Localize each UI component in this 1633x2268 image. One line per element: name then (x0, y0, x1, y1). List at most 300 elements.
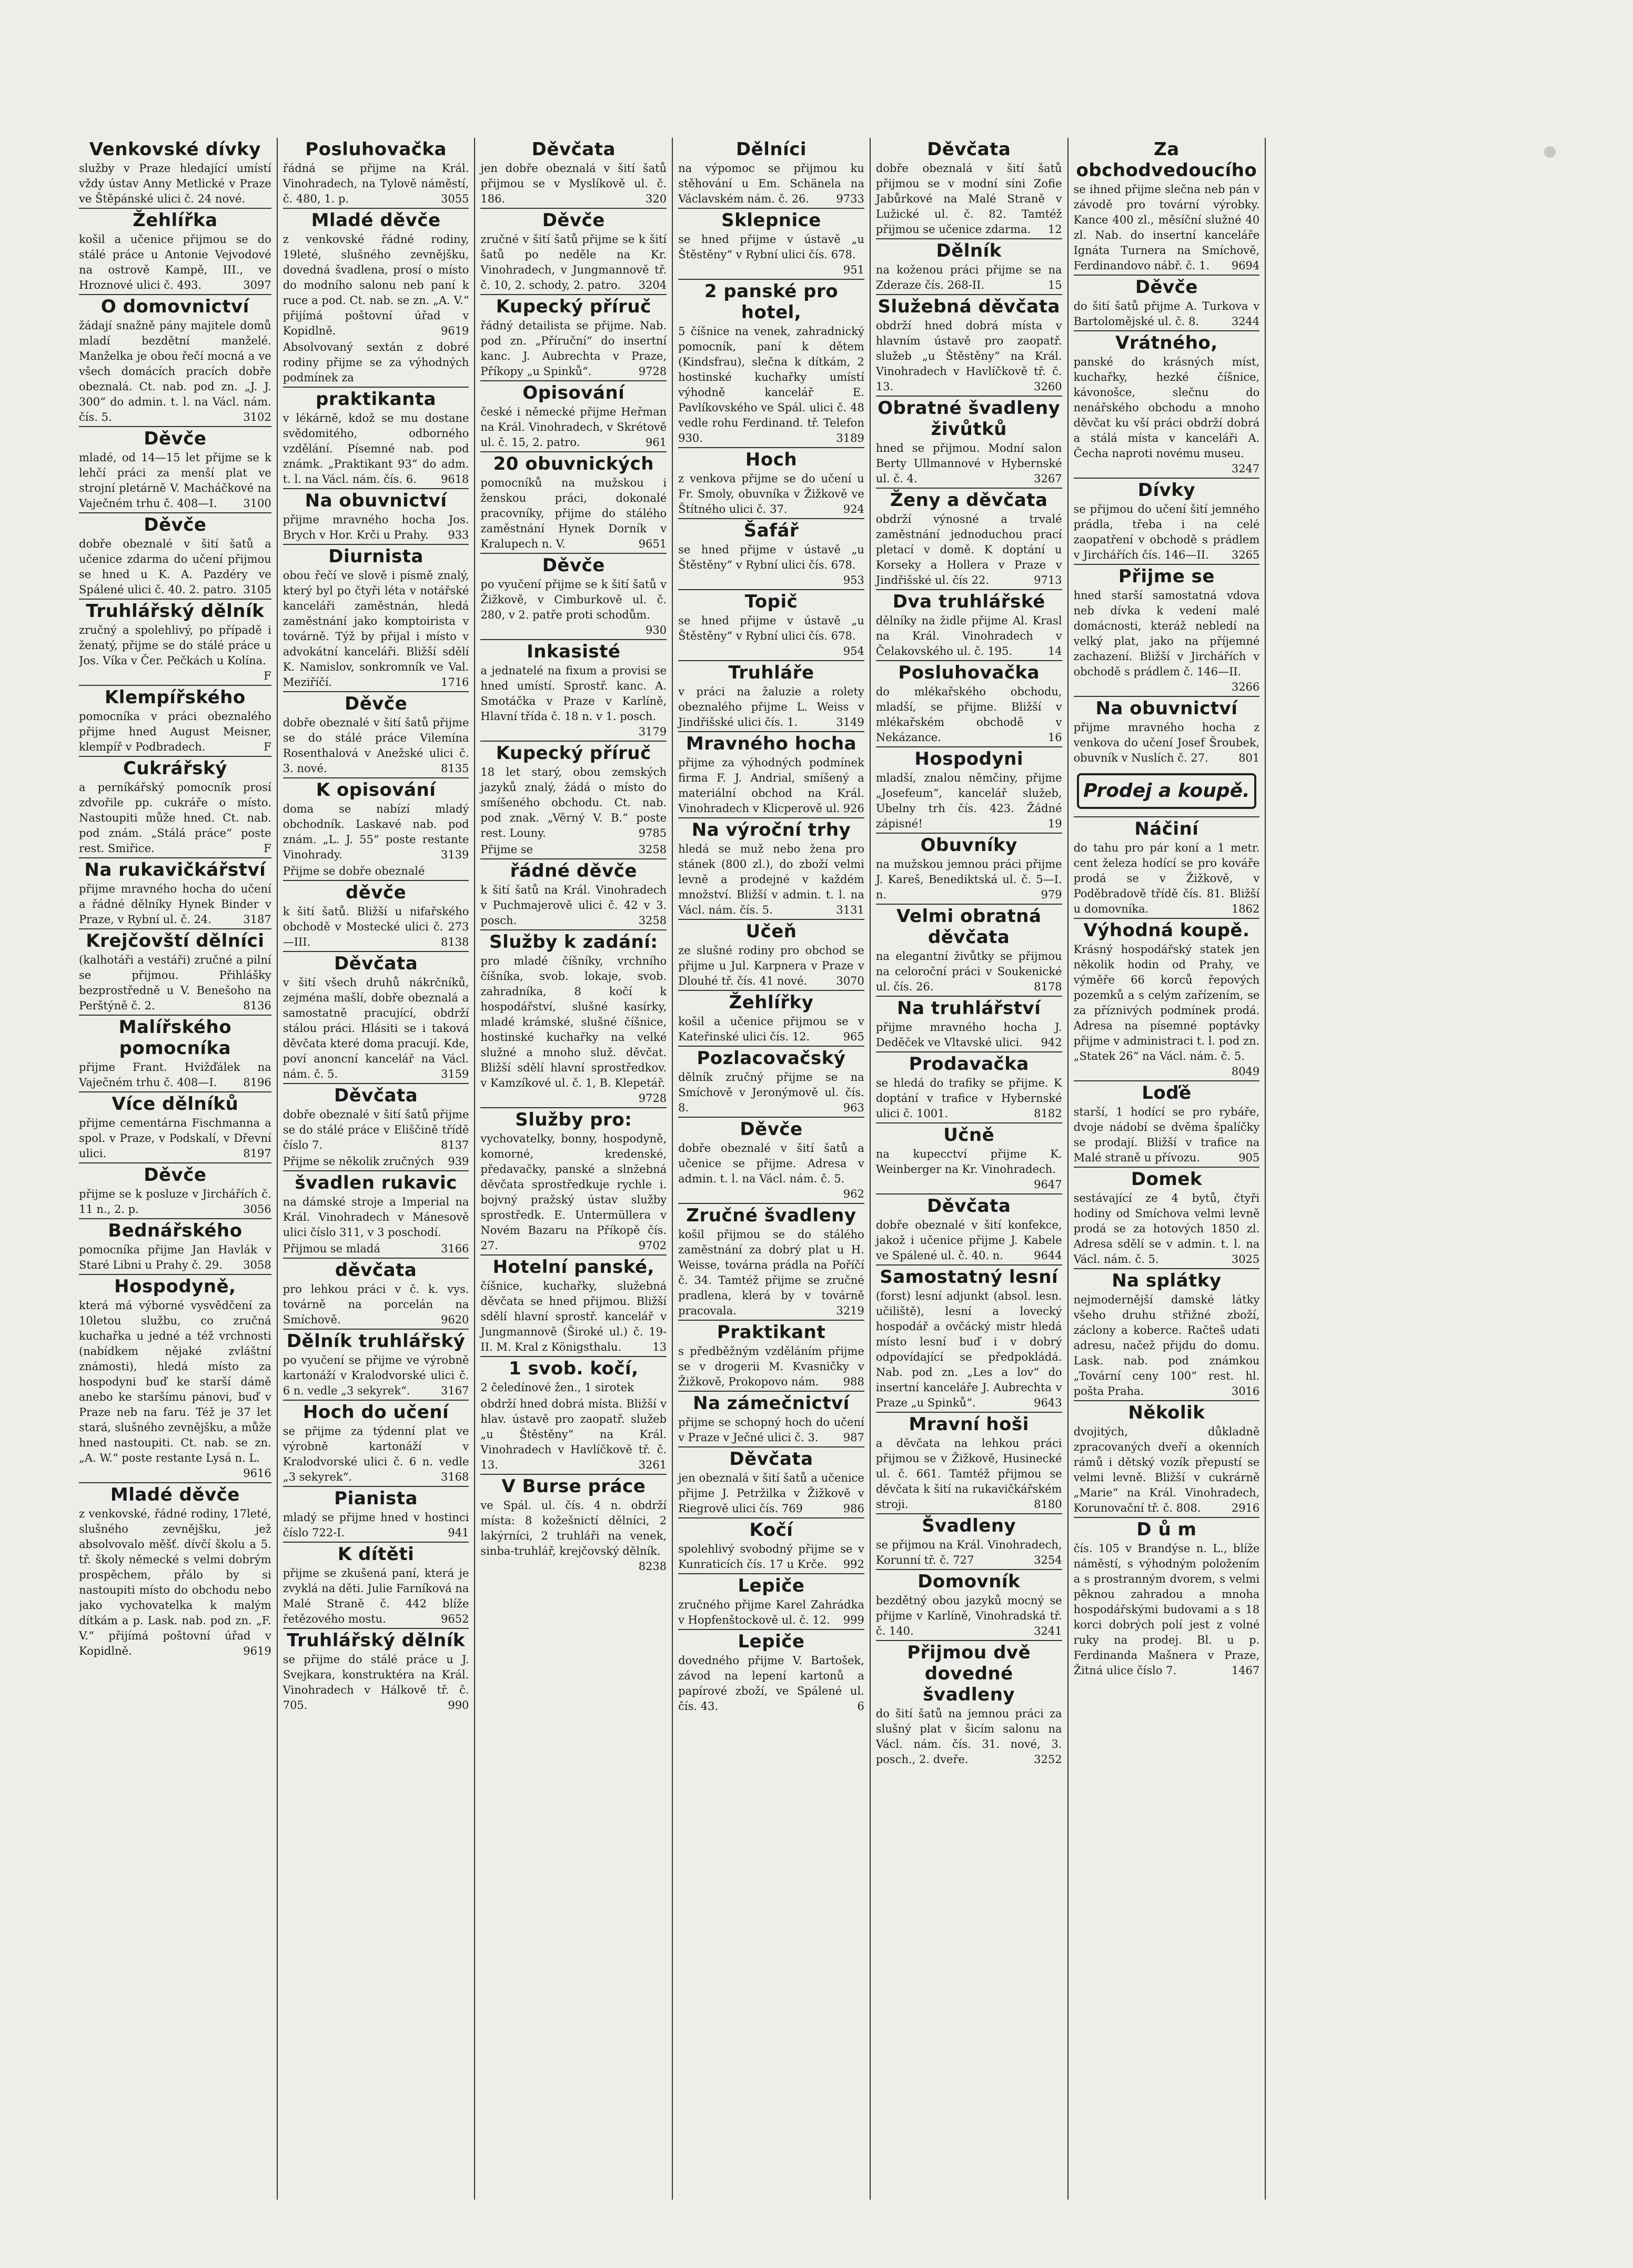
classified-ad (480, 451, 667, 552)
ad-body (678, 1471, 864, 1516)
paper-hole-mark (1544, 146, 1556, 158)
ad-text: Přijmou se mladá (283, 1242, 380, 1255)
classified-ad (480, 741, 667, 841)
classified-ad (480, 1474, 667, 1574)
ad-text: (forst) lesní adjunkt (absol. lesn. učiliště), lesní a lovecký hospodář a ovčácký mistr hledá místo lesní buď i v dobrý odpovídající se předpokládá. Nab. pod zn. „Les a lov“ do insertní kanceláře J. Aubrechta v Praze „u Spinků“. (875, 1290, 1062, 1409)
ad-body (480, 232, 667, 293)
ad-text: se hned přijme v ústavě „u Štěstěny“ v Rybní ulici čís. 678. (678, 233, 864, 261)
ad-reference-number: 8136 (243, 999, 271, 1012)
ad-title: Truhláře (678, 660, 864, 683)
ad-reference-number: 9651 (638, 538, 667, 550)
ad-title: Více dělníků (79, 1091, 271, 1115)
classified-ad (876, 1122, 1062, 1192)
ad-text: a jednatelé na fixum a provisi se hned umístí. Sprostř. kanc. A. Smotáčka v Praze v Karlíně, Hlavní třída č. 18 n. v 1. posch. (480, 664, 667, 723)
ad-text: vychovatelky, bonny, hospodyně, komorné, kredenské, předavačky, panské a slnžebná děvčata sprostředkuje rychle i. bojvný pražský ústav služby sprostředk. E. Untermüllera v Novém Bazaru na Příkopě čís. 27. (480, 1132, 667, 1252)
ad-text: spolehlivý svobodný přijme se v Kunraticích čís. 17 u Krče. (678, 1543, 864, 1571)
classified-ad (283, 1241, 469, 1257)
classified-ad (876, 294, 1062, 394)
classified-ad (283, 1486, 469, 1541)
ad-body (876, 1289, 1062, 1411)
ad-reference-number: 988 (843, 1375, 864, 1388)
ad-title: Na výroční trhy (678, 817, 864, 841)
ad-body (678, 161, 864, 207)
ad-reference-number: 924 (843, 503, 864, 515)
ad-title: 20 obuvnických (480, 451, 667, 474)
ad-text: přijme za výhodných podmínek firma F. J. Andrial, smíšený a materiální obchod na Král. Vinohradech v Klicperově ul. (678, 756, 864, 815)
ad-text: pro mladé číšníky, vrchního číšníka, svob. lokaje, svob. zahradníka, 8 kočí k hospodářství, slušné kasírky, mladé krámské, slušné číšnice, hostinské kuchařky na velké služné a mnoho služ. děvčat. Bližší sdělí hlavní sprostředkov. v Kamzíkové ul. č. 1, B. Klepetář. (480, 955, 667, 1089)
ad-title: Truhlářský dělník (283, 1628, 469, 1651)
ad-body (1074, 1105, 1260, 1166)
ad-body (283, 1424, 469, 1485)
ad-reference-number: 3179 (638, 725, 667, 738)
ad-body (876, 857, 1062, 903)
classified-ad (79, 685, 271, 755)
ad-title: Samostatný lesní (876, 1264, 1062, 1288)
ad-body (283, 1652, 469, 1713)
ad-reference-number: 3266 (1231, 681, 1260, 693)
ad-reference-number: 3265 (1231, 549, 1260, 561)
ad-text: Přijme se několik zručných (283, 1155, 435, 1168)
ad-text: obou řečí ve slově i písmě znalý, který byl po čtyři léta v notářské kanceláři zaměstnán, hledá zaměstnání jako komptoirista v továrně. Týž by přijal i místo v advokátní kanceláři. Bližší sdělí K. Namislov, sonkromník ve Val. Meziříčí. (283, 569, 469, 688)
ad-body (283, 1282, 469, 1328)
ad-body (283, 568, 469, 690)
classified-ad (678, 139, 864, 207)
classified-ad (1074, 696, 1260, 766)
ad-reference-number: 3097 (243, 279, 271, 291)
classified-ad (480, 1107, 667, 1253)
classified-ad (79, 928, 271, 1014)
ad-reference-number: 3204 (638, 279, 667, 291)
ad-body (79, 953, 271, 1014)
ad-body (283, 1154, 469, 1169)
ad-body (480, 663, 667, 740)
ad-text: po vyučení přijme se k šití šatů v Žižkově, v Cimburkově ul. č. 280, v 2. patře proti schodům. (480, 578, 667, 621)
ad-text: 18 let starý, obou zemských jazyků znalý, žádá o místo do smíšeného obchodu. Ct. nab. pod znak. „Věrný V. B.“ poste rest. Louny. (480, 766, 667, 839)
ad-title: Učeň (678, 919, 864, 942)
ad-reference-number: 905 (1238, 1151, 1260, 1164)
ad-reference-number: 9702 (638, 1239, 667, 1252)
ad-body (678, 324, 864, 446)
classified-ad (283, 1400, 469, 1485)
ad-reference-number: 801 (1238, 752, 1260, 764)
ad-body (1074, 1292, 1260, 1399)
classified-ad (283, 691, 469, 776)
ad-title: Mladé děvče (283, 208, 469, 231)
ad-body (283, 161, 469, 207)
ad-title: Cukrářský (79, 756, 271, 779)
ad-title: Služebná děvčata (876, 294, 1062, 317)
ad-body (480, 577, 667, 638)
ad-text: jen obeznalá v šití šatů a učenice přijme J. Petržilka v Žižkově v Riegrově ulici čís. 769 (678, 1472, 864, 1515)
ad-body (79, 1506, 271, 1659)
ad-reference-number: 9728 (638, 1092, 667, 1105)
ad-body (480, 765, 667, 841)
ad-text: 2 čeledínové žen., 1 sirotek (480, 1381, 634, 1394)
ad-text: košil a učenice přijmou se v Kateřinské ulici čís. 12. (678, 1015, 864, 1043)
ad-title: Topič (678, 589, 864, 612)
ad-body (79, 536, 271, 598)
classified-ad (480, 380, 667, 450)
ad-text: ve Spál. ul. čís. 4 n. obdrží místa: 8 kožešnictí dělníci, 2 lakýrníci, 2 truhláři na venek, sinba-truhlář, krejčovský dělník. (480, 1499, 667, 1557)
ad-reference-number: 3159 (440, 1068, 469, 1080)
ad-body (876, 1218, 1062, 1263)
ad-body (79, 450, 271, 511)
ad-body (283, 715, 469, 776)
ad-body (876, 1593, 1062, 1639)
ad-body (876, 1436, 1062, 1512)
ad-title: K opisování (283, 777, 469, 801)
ad-title: Ženy a děvčata (876, 488, 1062, 511)
ad-reference-number: 14 (1047, 645, 1062, 657)
ad-text: Přijme se dobře obeznalé (283, 865, 425, 877)
ad-title: Dělníci (735, 139, 807, 160)
classified-ad (678, 1046, 864, 1116)
classified-ad (678, 518, 864, 588)
ad-reference-number: 3189 (836, 432, 864, 444)
ad-reference-number: 963 (843, 1101, 864, 1114)
ad-title: Lepiče (678, 1573, 864, 1596)
ad-title: Mravného hocha (678, 731, 864, 754)
classified-ad (678, 660, 864, 730)
ad-title: Děvče (480, 208, 667, 231)
ad-reference-number: 3058 (243, 1259, 271, 1271)
ad-reference-number: 9620 (440, 1313, 469, 1326)
ad-title: Děvčata (927, 139, 1011, 160)
ad-title: Děvčata (283, 951, 469, 974)
ad-text: obdrží hned dobrá místa. Bližší v hlav. ústavě pro zaopatř. služeb „u Štěstěny“ na Král. Vinohradech v Havlíčkově tř. č. 13. (480, 1398, 667, 1471)
ad-text: se hned přijme v ústavě „u Štěstěny“ v Rybní ulici čís. 678. (678, 543, 864, 571)
classified-ad (79, 1091, 271, 1161)
ad-text: se hned přijme v ústavě „u Štěstěny“ v Rybní ulici čís. 678. (678, 614, 864, 642)
ad-reference-number: F (264, 741, 271, 753)
ad-title: 1 svob. kočí, (480, 1356, 667, 1379)
ad-text: řádný detailista se přijme. Nab. pod zn. „Příruční“ do insertní kanc. J. Aubrechta v Praze, Příkopy „u Spinků“. (480, 319, 667, 378)
ad-title: Hoch (678, 447, 864, 470)
ad-reference-number: 8197 (243, 1147, 271, 1160)
ad-title: D ů m (1074, 1517, 1260, 1540)
classified-ad (678, 817, 864, 918)
ad-title: Náčiní (1074, 816, 1260, 839)
ad-text: sestávající ze 4 bytů, čtyři hodiny od Smíchova velmi levně prodá se za hotových 1850 zl. Adresa sdělí se v admin. t. l. na Václ. nám. č. 5. (1073, 1192, 1260, 1265)
ad-text: Absolvovaný sextán z dobré rodiny přijme se za výhodných podmínek za (283, 341, 469, 384)
ad-text: číšnice, kuchařky, služebná děvčata se hned přijmou. Bližší sdělí hlavní sprostř. kancelář v Jungmannově (Široké ul.) č. 19-II. M. Kral z Königsthalu. (480, 1280, 667, 1353)
classified-ad (876, 996, 1062, 1050)
ad-body (1074, 841, 1260, 917)
classified-ad (1074, 918, 1260, 1079)
ad-body (678, 471, 864, 517)
ad-body (480, 1380, 667, 1395)
ad-body (283, 1241, 469, 1257)
ad-text: obdrží hned dobrá místa v hlavním ústavě pro zaopatř. služeb „u Štěstěny“ na Král. Vinohradech v Havlíčkově tř. č. 13. (875, 319, 1062, 393)
ad-reference-number: 9618 (440, 473, 469, 485)
ad-reference-number: 6 (857, 1700, 864, 1713)
ad-title: 2 panské pro hotel, (678, 279, 864, 323)
ad-text: dělníky na židle přijme Al. Krasl na Král. Vinohradech v Čelakovského ul. č. 195. (875, 614, 1062, 657)
ad-body (876, 1706, 1062, 1767)
ad-body (480, 404, 667, 450)
ad-reference-number: 941 (448, 1526, 469, 1539)
ad-body (480, 1498, 667, 1574)
ad-body (79, 1242, 271, 1273)
ad-text: na elegantní živůtky se přijmou na celoroční práci v Soukenické ul. čís. 26. (875, 950, 1062, 993)
ad-text: řádná se přijme na Král. Vinohradech, na Tylově náměstí, č. 480, 1. p. (283, 162, 469, 205)
ad-text: přijme mravného hocha J. Deděček ve Vltavské ulici. (875, 1021, 1062, 1049)
ad-title: Kupecký příruč (480, 294, 667, 317)
ad-text: k šití šatů. Bližší u nifařského obchodě v Mostecké ulici č. 273—III. (283, 905, 469, 948)
ad-title: Prodavačka (876, 1051, 1062, 1075)
ad-title: Hoch do učení (283, 1400, 469, 1423)
ad-reference-number: 951 (843, 264, 864, 276)
ad-title: Děvče (283, 691, 469, 714)
ad-reference-number: 8138 (440, 936, 469, 948)
ad-title: Za obchodvedoucího (1076, 139, 1257, 181)
ad-reference-number: 8178 (1034, 980, 1062, 993)
ad-title: Dělník truhlářský (283, 1329, 469, 1352)
ad-title: Přijme se (1074, 564, 1260, 587)
ad-reference-number: 3267 (1034, 472, 1062, 485)
ad-text: přijme se schopný hoch do učení v Praze v Ječné ulici č. 3. (678, 1416, 864, 1444)
ad-title: Velmi obratná děvčata (876, 904, 1062, 948)
ad-title: Vrátného, (1074, 330, 1260, 353)
ad-text: obdrží výnosné a trvalé zaměstnání jednoduchou prací pletací v domě. K doptání u Korseky a Hollera v Praze v Jindřišské ul. čís 22. (875, 513, 1062, 586)
classified-ad (1074, 564, 1260, 695)
ad-reference-number: 999 (843, 1614, 864, 1626)
ad-text: dělník zručný přijme se na Smíchově v Jeronýmově ul. čís. 8. (678, 1071, 864, 1114)
classified-ad (480, 139, 667, 207)
ad-title: Mladé děvče (79, 1482, 271, 1505)
classified-ad (876, 1264, 1062, 1411)
ad-title: Přijmou dvě dovedné švadleny (876, 1640, 1062, 1705)
ad-title: Malířského pomocníka (79, 1015, 271, 1059)
ad-body (876, 1076, 1062, 1121)
classified-ad (480, 639, 667, 740)
ad-text: ze slušné rodiny pro obchod se přijme u Jul. Karpnera v Praze v Dlouhé tř. čís. 41 nové. (678, 944, 864, 987)
ad-reference-number: 3105 (243, 583, 271, 596)
classified-ad (876, 1051, 1062, 1121)
ad-title: Pozlacovačský (678, 1046, 864, 1069)
ad-text: se přijmou na Král. Vinohradech, Korunní tř. č. 727 (875, 1538, 1062, 1566)
classified-ad (678, 1391, 864, 1445)
ad-body (678, 1344, 864, 1390)
ad-body (1074, 1541, 1260, 1678)
ad-title: Služby k zadání: (480, 929, 667, 953)
ad-reference-number: 3258 (638, 914, 667, 927)
ad-body (480, 842, 667, 857)
ad-title: Děvče (79, 426, 271, 449)
ad-body (1074, 299, 1260, 329)
ad-text: v šití všech druhů nákrčníků, zejména mašlí, dobře obeznalá a samostatně pracující, obdrží stálou práci. Hlásiti se i taková děvčata které doma pracují. Kde, poví anoncní kancelář na Václ. nám. č. 5. (283, 976, 469, 1080)
ad-text: mladé, od 14—15 let přijme se k lehčí práci za menší plat ve strojní pletárně V. Macháčkové na Vaječném trhu č. 408—I. (79, 451, 271, 510)
ad-title: Dělník (876, 238, 1062, 261)
ad-text: doma se nabízí mladý obchodník. Laskavé nab. pod znám. „L. J. 55“ poste restante Vinohrady. (283, 803, 469, 861)
ad-text: přijme se k posluze v Jirchářích č. 11 n., 2. p. (79, 1188, 271, 1216)
ad-title: Hospodyni (876, 746, 1062, 770)
classified-ad (678, 1117, 864, 1202)
ad-title: Kupecký příruč (480, 741, 667, 764)
ad-title: Krejčovští dělníci (79, 928, 271, 951)
ad-text: zručný a spolehlivý, po případě i ženatý, přijme se do stálé práce u Jos. Víka v Čer. Pečkách u Kolína. (79, 624, 271, 667)
classified-ad (876, 488, 1062, 588)
ad-body (876, 512, 1062, 588)
ad-body (480, 954, 667, 1106)
classified-ad (678, 990, 864, 1045)
ad-text: po vyučení se přijme ve výrobně kartonáží v Kralodvorské ulici č. 6 n. vedle „3 sekyrek“. (283, 1354, 469, 1397)
ad-body (480, 475, 667, 552)
ad-title: Na zámečnictví (678, 1391, 864, 1414)
classified-ad (678, 1629, 864, 1714)
ad-body (283, 512, 469, 543)
ad-reference-number: 961 (646, 436, 667, 449)
classified-ad (678, 589, 864, 659)
ad-title: V Burse práce (480, 1474, 667, 1497)
ad-text: bezdětný obou jazyků mocný se přijme v Karlíně, Vinohradská tř. č. 140. (875, 1594, 1062, 1637)
classified-ad (1074, 1400, 1260, 1516)
classified-ad (480, 208, 667, 293)
ad-body (678, 943, 864, 989)
ad-title: Posluhovačka (876, 660, 1062, 683)
classified-ad (678, 279, 864, 446)
ad-reference-number: 9785 (638, 827, 667, 839)
ad-text: hned se přijmou. Modní salon Berty Ullmannové v Hybernské ul. č. 4. (875, 442, 1062, 485)
ad-reference-number: 3167 (440, 1384, 469, 1397)
ad-title: Bednářského (79, 1218, 271, 1241)
classified-ad (1074, 275, 1260, 329)
ad-reference-number: 9616 (243, 1467, 271, 1480)
ad-title: Domovník (876, 1569, 1062, 1592)
ad-reference-number: 320 (646, 193, 667, 205)
ad-reference-number: 8196 (243, 1076, 271, 1089)
classified-ad (79, 426, 271, 511)
ad-reference-number: 9694 (1231, 259, 1260, 272)
ad-text: dobře obeznalé v šití konfekce, jakož i učenice přijme J. Kabele ve Spálené ul. č. 40. n. (875, 1219, 1062, 1262)
ad-body (1074, 1191, 1260, 1267)
ad-title: Praktikant (678, 1320, 864, 1343)
ad-reference-number: 3241 (1034, 1625, 1062, 1637)
classified-ad (480, 553, 667, 638)
ad-title: Děvče (480, 553, 667, 576)
ad-title: Dva truhlářské (876, 589, 1062, 612)
ad-title: Dívky (1074, 478, 1260, 501)
ad-title: Na rukavičkářství (79, 857, 271, 880)
ad-title: Obratné švadleny živůtků (876, 396, 1062, 440)
ad-title: Hotelní panské, (480, 1254, 667, 1278)
ad-reference-number: 979 (1041, 888, 1062, 901)
ad-text: panské do krásných míst, kuchařky, hezké číšnice, kávonošce, slečnu do nenářského obchodu a mnoho děvčat ku vší práci obdrží dobrá a stálá místa v kanceláři A. Čecha naproti novému museu. (1073, 356, 1260, 460)
ad-title: děvčata (283, 1258, 469, 1281)
ad-reference-number: 990 (448, 1699, 469, 1712)
ad-reference-number: 9644 (1034, 1249, 1062, 1262)
ad-reference-number: 3254 (1034, 1554, 1062, 1566)
classified-ad (678, 1573, 864, 1628)
ad-body (480, 161, 667, 207)
ad-reference-number: 16 (1047, 731, 1062, 744)
ad-body (283, 232, 469, 339)
ad-reference-number: 3100 (243, 497, 271, 510)
classified-ad (876, 904, 1062, 995)
ad-text: se přijme za týdenní plat ve výrobně kartonáží v Kralodvorské ulici č. 6 n. vedle „3 sekyrek“. (283, 1425, 469, 1483)
ad-title: Domek (1074, 1167, 1260, 1190)
classified-ad (79, 756, 271, 856)
ad-reference-number: 3055 (440, 193, 469, 205)
ad-title: Děvčata (531, 139, 616, 160)
classified-ad (1074, 1268, 1260, 1399)
ad-title: Hospodyně, (79, 1274, 271, 1297)
ad-reference-number: 954 (843, 645, 864, 657)
ad-body (876, 1537, 1062, 1568)
classified-ad (283, 1329, 469, 1399)
classified-ad (876, 1412, 1062, 1512)
ad-reference-number: 3219 (836, 1304, 864, 1317)
ad-title: Děvčata (678, 1446, 864, 1470)
classified-ad (283, 544, 469, 690)
ad-reference-number: 8137 (440, 1139, 469, 1151)
ad-text: se přijme do stálé práce u J. Svejkara, konstruktéra na Král. Vinohradech v Hálkově tř. č. 705. (283, 1653, 469, 1712)
ad-title: Opisování (480, 380, 667, 403)
ad-title: Děvče (79, 1162, 271, 1186)
ad-text: přijme Frant. Hvižďálek na Vaječném trhu č. 408—I. (79, 1061, 271, 1089)
ad-text: se hledá do trafiky se přijme. K doptání v trafice v Hybernské ulici č. 1001. (875, 1077, 1062, 1120)
ad-title: Děvčata (283, 1083, 469, 1106)
ad-reference-number: 3139 (440, 848, 469, 861)
ad-title: Na truhlářství (876, 996, 1062, 1019)
ad-body (283, 340, 469, 386)
ad-text: přijme cementárna Fischmanna a spol. v Praze, v Podskalí, v Dřevní ulici. (79, 1117, 271, 1160)
ad-text: na kupecctví přijme K. Weinberger na Kr. Vinohradech. (875, 1148, 1062, 1176)
ad-text: Přijme se (480, 843, 533, 856)
ad-text: pomocníka v práci obeznalého přijme hned August Meisner, klempíř v Podbradech. (79, 710, 271, 753)
classified-ad (79, 1218, 271, 1273)
classified-ad (79, 512, 271, 598)
ad-reference-number: 15 (1047, 279, 1062, 291)
classified-ad (876, 660, 1062, 745)
classified-ad (678, 1320, 864, 1390)
ad-body (876, 949, 1062, 995)
classified-ad (678, 1517, 864, 1572)
ad-title: Venkovské dívky (89, 139, 261, 160)
ad-title: Obuvníky (876, 833, 1062, 856)
ad-body (876, 262, 1062, 293)
ad-title: Sklepnice (678, 208, 864, 231)
classified-ad (79, 208, 271, 293)
ad-reference-number: 953 (843, 574, 864, 586)
ad-body (79, 1187, 271, 1217)
ad-body (678, 1141, 864, 1202)
ad-body (283, 1353, 469, 1399)
classified-ad (480, 1254, 667, 1355)
ad-reference-number: F (264, 670, 271, 682)
ad-text: české i německé přijme Heřman na Král. Vinohradech, v Skrétově ul. č. 15, 2. patro. (480, 406, 667, 449)
ad-body (876, 1020, 1062, 1050)
ad-text: na mužskou jemnou práci přijme J. Kareš, Benediktská ul. č. 5—I. n. (875, 858, 1062, 901)
ad-body (876, 318, 1062, 394)
ad-body (876, 684, 1062, 745)
ad-body (678, 1227, 864, 1319)
column-4 (672, 138, 870, 2200)
ad-reference-number: 986 (843, 1502, 864, 1515)
ad-text: mladší, znalou němčiny, přijme „Josefeum“, kancelář služeb, Ubelny trh čís. 423. Žádné zápisné! (875, 772, 1062, 830)
ad-body (678, 842, 864, 918)
classified-ad (79, 1482, 271, 1659)
ad-text: hned starší samostatná vdova neb dívka k vedení malé domácnosti, kteráž nebledí na velký plat, jako na příjemné zachazení. Bližší v Jirchářích v obchodě s prádlem č. 146—II. (1073, 589, 1260, 678)
ad-text: s předběžným vzděláním přijme se v drogerii M. Kvasničky v Žižkově, Prokopovo nám. (678, 1345, 864, 1388)
classified-ad (678, 447, 864, 517)
ad-title: Posluhovačka (305, 139, 447, 160)
ad-title: Výhodná koupě. (1074, 918, 1260, 941)
ad-title: Inkasisté (480, 639, 667, 662)
ad-text: na koženou práci přijme se na Zderaze čís. 268-II. (875, 264, 1062, 291)
ad-body (79, 1298, 271, 1481)
ad-reference-number: 9619 (440, 325, 469, 337)
